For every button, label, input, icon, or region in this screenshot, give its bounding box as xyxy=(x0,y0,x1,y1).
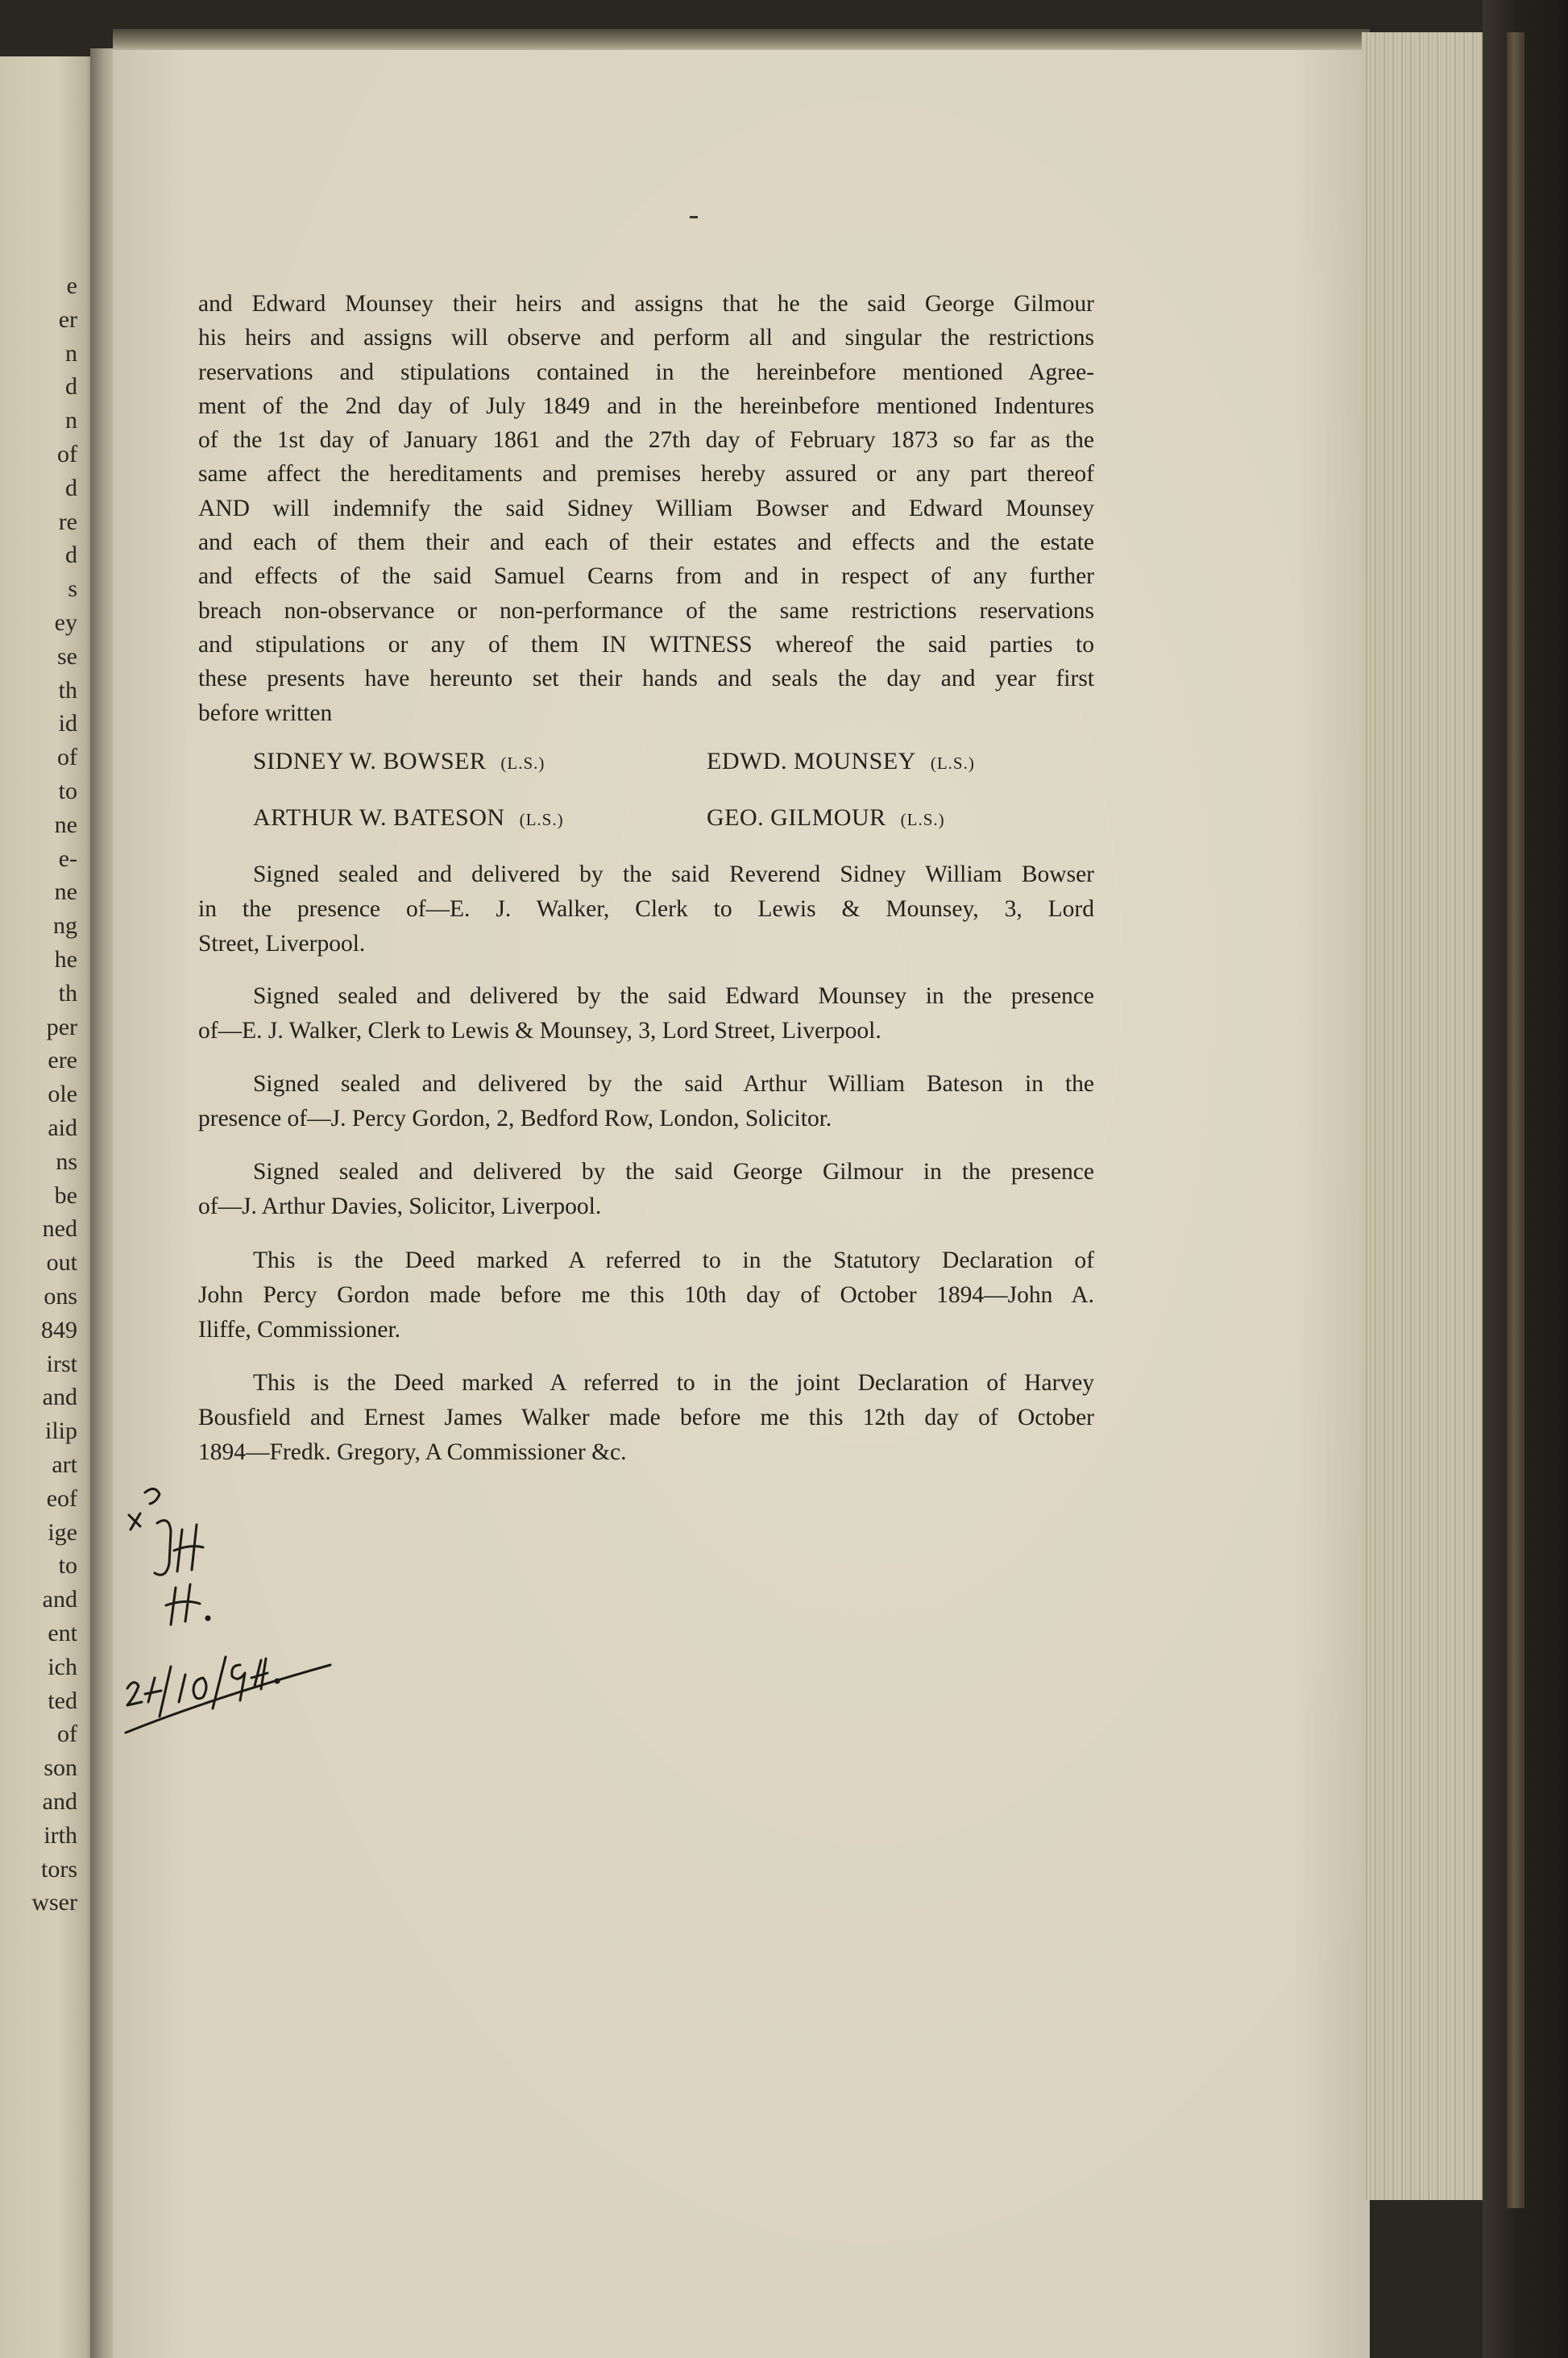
declaration-line: Iliffe, Commissioner. xyxy=(198,1317,401,1343)
handwritten-annotation xyxy=(113,1467,371,1757)
cover-binding xyxy=(1507,32,1524,2208)
left-page-fragment: and xyxy=(42,1586,77,1613)
deed-line: same affect the hereditaments and premises hereby assured or any part thereof xyxy=(198,461,1094,488)
left-page-fragment: per xyxy=(46,1013,77,1040)
attestation-line: of—J. Arthur Davies, Solicitor, Liverpool. xyxy=(198,1194,602,1219)
seal-mark: (L.S.) xyxy=(900,810,945,829)
left-page-fragment: th xyxy=(58,979,77,1007)
attestation-line: Signed sealed and delivered by the said Edward Mounsey in the presence xyxy=(253,983,1094,1009)
left-page-fragment: and xyxy=(42,1788,77,1815)
signature-mounsey xyxy=(707,748,975,775)
deed-line: breach non-observance or non-performance of the same restrictions reservations xyxy=(198,597,1094,624)
left-page-fragment: of xyxy=(57,1721,77,1748)
left-page-fragment: ne xyxy=(54,811,77,838)
left-page-fragment: out xyxy=(46,1249,77,1277)
left-page-fragment: ne xyxy=(54,878,77,906)
deed-body xyxy=(198,287,1094,730)
left-page-fragment: of xyxy=(57,441,77,467)
signatory-name: GEO. GILMOUR xyxy=(707,804,886,831)
left-page-fragment: ent xyxy=(48,1620,77,1646)
left-page-fragment: e- xyxy=(58,845,77,872)
attestation-gilmour xyxy=(198,1155,1094,1224)
deed-line: and each of them their and each of their estates and effects and the estate xyxy=(198,529,1094,556)
left-page-fragment: wser xyxy=(31,1889,77,1916)
signature-bateson xyxy=(253,804,564,832)
left-page-fragment: he xyxy=(54,946,77,973)
left-page-fragment: n xyxy=(65,407,77,434)
attestation-line: in the presence of—E. J. Walker, Clerk to Lewis & Mounsey, 3, Lord xyxy=(198,896,1094,922)
left-page-fragment: ng xyxy=(53,912,77,940)
attestation-line: of—E. J. Walker, Clerk to Lewis & Mounsey, 3, Lord Street, Liverpool. xyxy=(198,1018,881,1044)
left-page-fragment: s xyxy=(68,575,77,603)
left-page-fragment: and xyxy=(42,1384,77,1411)
declaration-line: 1894—Fredk. Gregory, A Commissioner &c. xyxy=(198,1439,627,1465)
signature-gilmour xyxy=(707,804,945,832)
left-page-fragment: ich xyxy=(48,1653,77,1680)
left-page-fragment: d xyxy=(65,474,77,501)
seal-mark: (L.S.) xyxy=(519,810,564,829)
left-page-fragment: ige xyxy=(48,1518,77,1546)
deed-line: reservations and stipulations contained in the hereinbefore mentioned Agree- xyxy=(198,359,1094,385)
left-page-fragment: of xyxy=(57,744,77,771)
attestation-mounsey xyxy=(198,979,1094,1048)
left-page-fragment: ey xyxy=(54,609,77,636)
signatory-name: SIDNEY W. BOWSER xyxy=(253,748,487,774)
left-page-fragment: son xyxy=(44,1754,77,1782)
attestation-line: Signed sealed and delivered by the said Arthur William Bateson in the xyxy=(253,1071,1094,1097)
left-page-fragment: art xyxy=(52,1451,77,1478)
left-page-fragment: id xyxy=(58,710,77,737)
left-page-fragment: eof xyxy=(46,1484,77,1512)
statutory-declaration-note xyxy=(198,1243,1094,1347)
left-page-fragment: to xyxy=(58,1552,77,1580)
left-page-fragment: d xyxy=(65,373,77,401)
stacked-page-edges xyxy=(1362,32,1487,2200)
deed-line: AND will indemnify the said Sidney William Bowser and Edward Mounsey xyxy=(198,495,1094,521)
signature-bowser xyxy=(253,748,545,775)
page-mark xyxy=(690,216,698,218)
signatory-name: ARTHUR W. BATESON xyxy=(253,804,505,831)
left-page-fragment: tors xyxy=(41,1855,77,1883)
book-cover xyxy=(1483,0,1568,2358)
seal-mark: (L.S.) xyxy=(930,753,975,773)
left-page-fragment: th xyxy=(58,676,77,704)
attestation-bowser xyxy=(198,857,1094,961)
left-page-fragment: e xyxy=(66,272,77,299)
declaration-line: John Percy Gordon made before me this 10th day of October 1894—John A. xyxy=(198,1282,1094,1308)
deed-line: and stipulations or any of them IN WITNESS whereof the said parties to xyxy=(198,631,1094,658)
joint-declaration-note xyxy=(198,1366,1094,1470)
left-page-fragment: ole xyxy=(48,1081,77,1108)
attestation-line: Street, Liverpool. xyxy=(198,931,366,957)
left-page-fragment: ons xyxy=(44,1283,77,1310)
left-page-fragment: se xyxy=(57,642,77,670)
declaration-line: This is the Deed marked A referred to in the joint Declaration of Harvey xyxy=(253,1370,1094,1396)
left-page-fragment: n xyxy=(65,339,77,367)
seal-mark: (L.S.) xyxy=(500,753,545,773)
attestation-line: Signed sealed and delivered by the said George Gilmour in the presence xyxy=(253,1159,1094,1185)
deed-line: before written xyxy=(198,700,333,726)
signatory-name: EDWD. MOUNSEY xyxy=(707,748,916,774)
attestation-line: presence of—J. Percy Gordon, 2, Bedford Row, London, Solicitor. xyxy=(198,1106,832,1131)
deed-line: these presents have hereunto set their hands and seals the day and year first xyxy=(198,666,1094,692)
left-page-fragment: re xyxy=(58,508,77,535)
deed-line: of the 1st day of January 1861 and the 27th day of February 1873 so far as the xyxy=(198,427,1094,454)
declaration-line: This is the Deed marked A referred to in the Statutory Declaration of xyxy=(253,1247,1094,1273)
left-page-fragment: be xyxy=(54,1181,77,1209)
left-page-fragment: er xyxy=(58,305,77,333)
left-page-fragment: ns xyxy=(56,1148,77,1175)
left-page-fragment: irst xyxy=(46,1350,77,1377)
left-page-fragment: ted xyxy=(48,1687,77,1714)
left-page-fragment: d xyxy=(65,542,77,569)
left-page-fragment: aid xyxy=(48,1115,77,1141)
attestation-line: Signed sealed and delivered by the said Reverend Sidney William Bowser xyxy=(253,861,1094,887)
deed-line: his heirs and assigns will observe and perform all and singular the restrictions xyxy=(198,325,1094,351)
left-page-fragment: to xyxy=(58,778,77,804)
left-page-fragment: ilip xyxy=(44,1418,77,1445)
left-page-fragment: ned xyxy=(42,1215,77,1243)
deed-line: and effects of the said Samuel Cearns from and in respect of any further xyxy=(198,563,1094,590)
deed-line: and Edward Mounsey their heirs and assigns that he the said George Gilmour xyxy=(198,291,1094,317)
left-page-fragment: 849 xyxy=(41,1316,77,1343)
left-page-fragment: ere xyxy=(48,1047,77,1074)
left-facing-page xyxy=(0,56,95,2358)
deed-line: ment of the 2nd day of July 1849 and in the hereinbefore mentioned Indentures xyxy=(198,392,1094,419)
attestation-bateson xyxy=(198,1067,1094,1136)
declaration-line: Bousfield and Ernest James Walker made before me this 12th day of October xyxy=(198,1405,1094,1430)
left-page-fragment: irth xyxy=(44,1821,77,1849)
